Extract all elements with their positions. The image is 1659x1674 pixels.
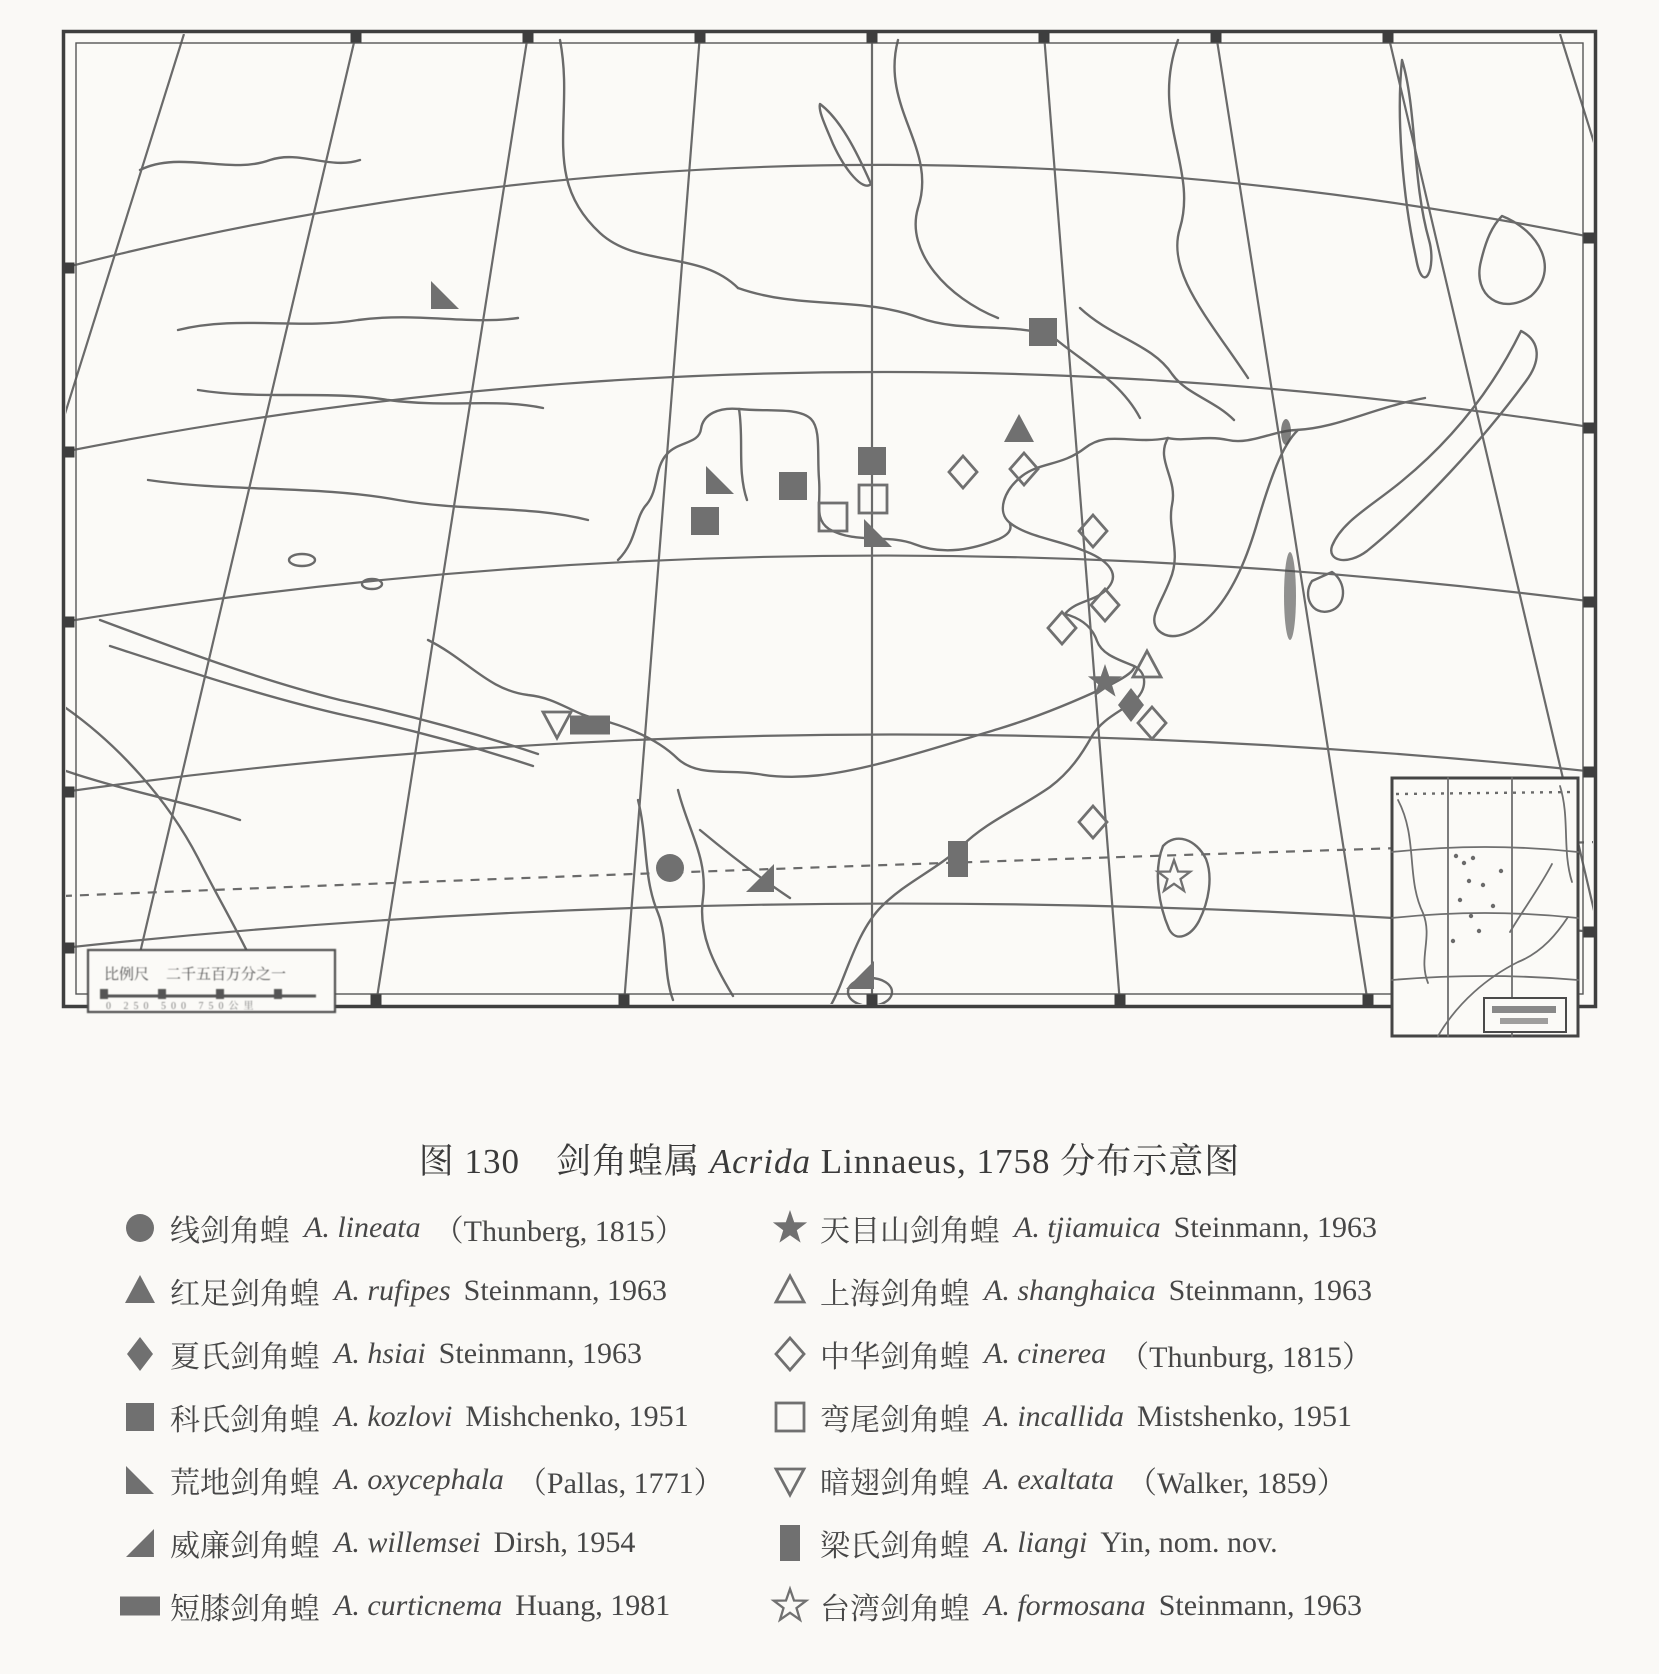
star-open-icon xyxy=(769,1585,811,1627)
legend-author-year: Mishchenko, 1951 xyxy=(465,1399,689,1433)
legend-species-name: A. hsiai xyxy=(334,1336,426,1370)
legend-author-year: （Pallas, 1771） xyxy=(516,1466,724,1500)
legend-chinese-name: 天目山剑角蝗 xyxy=(820,1214,1000,1248)
legend-item xyxy=(766,1385,1629,1448)
legend-chinese-name: 台湾剑角蝗 xyxy=(820,1592,970,1626)
legend-species-name: A. oxycephala xyxy=(334,1462,504,1496)
legend-author-year: Yin, nom. nov. xyxy=(1100,1525,1278,1559)
legend-chinese-name: 短膝剑角蝗 xyxy=(170,1592,320,1626)
scale-ratio: 二千五百万分之一 xyxy=(166,967,287,983)
legend-author-year: Huang, 1981 xyxy=(515,1588,671,1622)
legend-symbol xyxy=(766,1585,814,1627)
legend-species-name: A. willemsei xyxy=(334,1525,481,1559)
legend-symbol xyxy=(116,1522,164,1564)
legend-item xyxy=(766,1448,1629,1511)
map-marker-a-curticnema xyxy=(570,716,610,735)
legend-chinese-name: 暗翅剑角蝗 xyxy=(820,1466,970,1500)
legend-species-name: A. lineata xyxy=(304,1210,421,1244)
legend-chinese-name: 线剑角蝗 xyxy=(170,1214,290,1248)
legend-item xyxy=(116,1511,766,1574)
triangle-lower-left-filled-icon xyxy=(119,1459,161,1501)
map-marker-a-liangi xyxy=(948,841,968,877)
legend-symbol xyxy=(766,1396,814,1438)
legend-species-name: A. exaltata xyxy=(984,1462,1114,1496)
legend-symbol xyxy=(116,1207,164,1249)
legend-chinese-name: 科氏剑角蝗 xyxy=(170,1403,320,1437)
triangle-lower-right-filled-icon xyxy=(119,1522,161,1564)
legend-author-year: Steinmann, 1963 xyxy=(438,1336,642,1370)
figure-caption xyxy=(0,1134,1659,1184)
circle-filled-icon xyxy=(119,1207,161,1249)
square-open-icon xyxy=(769,1396,811,1438)
legend-author-year: Steinmann, 1963 xyxy=(1173,1210,1377,1244)
legend xyxy=(116,1196,1629,1637)
caption-suffix: Linnaeus, 1758 分布示意图 xyxy=(810,1142,1241,1181)
legend-author-year: Dirsh, 1954 xyxy=(493,1525,636,1559)
caption-prefix: 图 130 剑角蝗属 xyxy=(418,1142,710,1181)
legend-symbol xyxy=(766,1522,814,1564)
diamond-open-icon xyxy=(769,1333,811,1375)
triangle-down-open-icon xyxy=(769,1459,811,1501)
legend-species-name: A. shanghaica xyxy=(984,1273,1156,1307)
legend-chinese-name: 荒地剑角蝗 xyxy=(170,1466,320,1500)
legend-item xyxy=(766,1196,1629,1259)
legend-species-name: A. cinerea xyxy=(984,1336,1107,1370)
rect-wide-filled-icon xyxy=(119,1585,161,1627)
legend-chinese-name: 夏氏剑角蝗 xyxy=(170,1340,320,1374)
legend-author-year: Mistshenko, 1951 xyxy=(1136,1399,1352,1433)
legend-symbol xyxy=(116,1270,164,1312)
rect-tall-filled-icon xyxy=(769,1522,811,1564)
legend-species-name: A. curticnema xyxy=(334,1588,503,1622)
legend-item xyxy=(766,1322,1629,1385)
legend-chinese-name: 上海剑角蝗 xyxy=(820,1277,970,1311)
legend-symbol xyxy=(116,1459,164,1501)
inset-label-box xyxy=(1484,998,1566,1032)
legend-author-year: （Thunberg, 1815） xyxy=(433,1214,685,1248)
map-frame xyxy=(64,32,1596,1007)
triangle-filled-icon xyxy=(119,1270,161,1312)
map-marker-a-kozlovi xyxy=(779,472,807,500)
legend-column-left xyxy=(116,1196,766,1637)
legend-item xyxy=(116,1322,766,1385)
legend-symbol xyxy=(116,1333,164,1375)
legend-symbol xyxy=(766,1333,814,1375)
map-marker-a-kozlovi xyxy=(1029,318,1057,346)
legend-species-name: A. incallida xyxy=(984,1399,1124,1433)
legend-species-name: A. liangi xyxy=(984,1525,1088,1559)
caption-genus: Acrida xyxy=(709,1142,811,1181)
legend-item xyxy=(116,1448,766,1511)
map-marker-a-kozlovi xyxy=(691,507,719,535)
legend-chinese-name: 中华剑角蝗 xyxy=(820,1340,970,1374)
scale-title: 比例尺 xyxy=(104,967,150,983)
legend-species-name: A. formosana xyxy=(984,1588,1146,1622)
legend-item xyxy=(116,1196,766,1259)
legend-species-name: A. kozlovi xyxy=(334,1399,453,1433)
legend-column-right xyxy=(766,1196,1629,1637)
scale-bar-labels: 0 250 500 750公里 xyxy=(106,1001,259,1012)
legend-item xyxy=(766,1574,1629,1637)
legend-author-year: Steinmann, 1963 xyxy=(1158,1588,1363,1622)
legend-item xyxy=(766,1259,1629,1322)
inset-label-blur-line xyxy=(1492,1006,1556,1013)
legend-symbol xyxy=(766,1459,814,1501)
legend-symbol xyxy=(116,1585,164,1627)
inset-label-blur-line xyxy=(1500,1018,1548,1024)
map-marker-a-lineata xyxy=(656,854,684,882)
square-filled-icon xyxy=(119,1396,161,1438)
map-marker-a-kozlovi xyxy=(858,447,886,475)
legend-item xyxy=(116,1259,766,1322)
legend-item xyxy=(766,1511,1629,1574)
legend-author-year: （Thunburg, 1815） xyxy=(1119,1340,1372,1374)
legend-species-name: A. tjiamuica xyxy=(1014,1210,1161,1244)
legend-symbol xyxy=(766,1207,814,1249)
legend-chinese-name: 红足剑角蝗 xyxy=(170,1277,320,1311)
legend-item xyxy=(116,1385,766,1448)
diamond-filled-icon xyxy=(119,1333,161,1375)
legend-author-year: Steinmann, 1963 xyxy=(463,1273,667,1307)
legend-author-year: Steinmann, 1963 xyxy=(1168,1273,1372,1307)
legend-chinese-name: 梁氏剑角蝗 xyxy=(820,1529,970,1563)
scale-box xyxy=(88,950,335,1012)
inset-south-china-sea xyxy=(1392,778,1578,1036)
legend-symbol xyxy=(116,1396,164,1438)
legend-chinese-name: 威廉剑角蝗 xyxy=(170,1529,320,1563)
legend-item xyxy=(116,1574,766,1637)
triangle-open-icon xyxy=(769,1270,811,1312)
star-filled-icon xyxy=(769,1207,811,1249)
legend-author-year: （Walker, 1859） xyxy=(1126,1466,1347,1500)
legend-symbol xyxy=(766,1270,814,1312)
legend-chinese-name: 弯尾剑角蝗 xyxy=(820,1403,970,1437)
legend-species-name: A. rufipes xyxy=(334,1273,451,1307)
